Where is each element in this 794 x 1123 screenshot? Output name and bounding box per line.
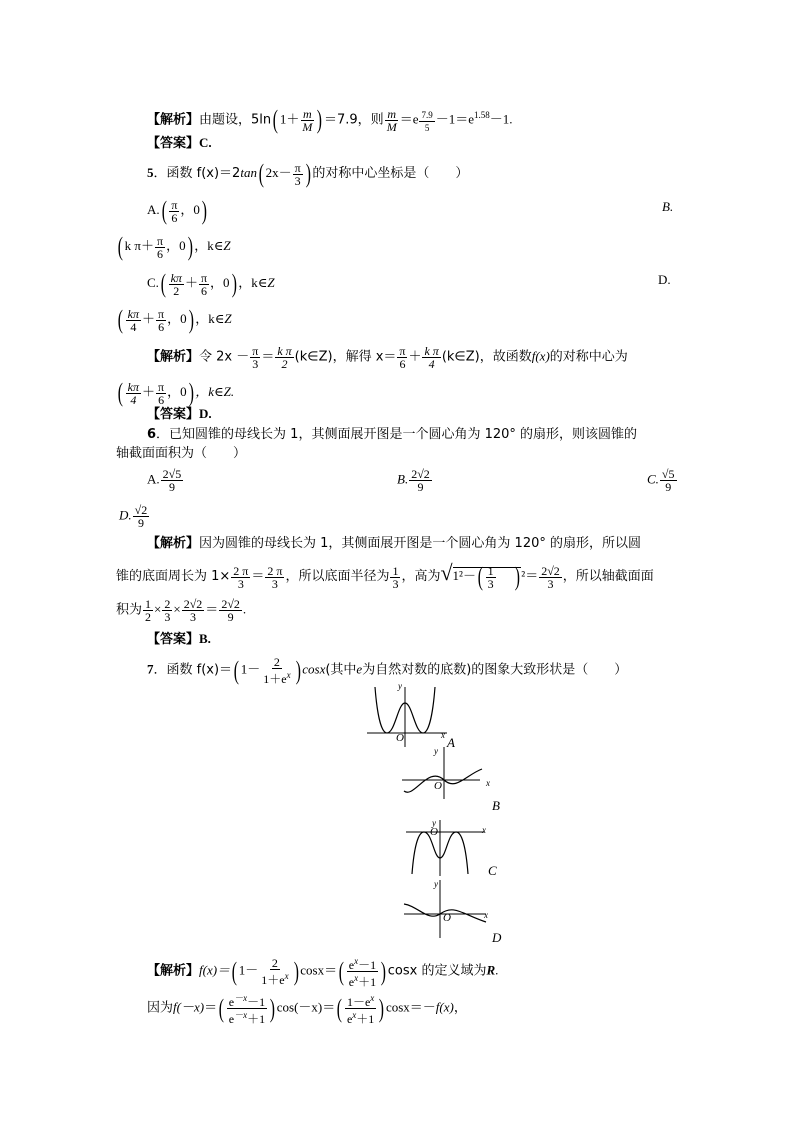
numerator: k π (277, 344, 292, 358)
text: ＝ (251, 568, 265, 583)
solution-tag: 【解析】 (147, 536, 200, 551)
graph-c-origin-label: O (430, 826, 438, 838)
option-6d (119, 504, 150, 529)
text: 为自然对数的底数)的图象大致形状是（ ） (362, 662, 628, 678)
numerator: 1 (487, 563, 494, 578)
graph-a-x-label: x (441, 730, 445, 740)
numerator: 2√2 (541, 563, 560, 578)
numerator: π (200, 270, 208, 285)
exponent: －x (234, 993, 248, 1003)
denominator: 6 (158, 319, 165, 334)
numerator: 2 π (267, 563, 283, 578)
denominator: 9 (168, 480, 175, 494)
fraction (293, 162, 303, 187)
option-6a (147, 468, 184, 493)
fraction (227, 992, 267, 1025)
text: tan (240, 164, 257, 180)
text: f(x) (531, 348, 550, 364)
option-5d-label (658, 271, 671, 289)
option-5b-label (662, 198, 673, 216)
denominator: 6 (158, 392, 165, 407)
graph-b-label: B (492, 798, 500, 813)
text: ＝ (261, 348, 275, 364)
denominator: 3 (547, 576, 554, 591)
text: ，所以底面半径为 (285, 569, 390, 584)
text: ，k∈ (238, 274, 268, 290)
text: ，0 (180, 201, 200, 217)
exponent: x (354, 973, 359, 983)
text: 1＋ (279, 111, 300, 127)
fraction (422, 345, 440, 370)
numerator: 1 (392, 563, 399, 578)
denominator-rest: ＋1 (247, 1012, 266, 1026)
text: 的对称中心坐标是（ ） (312, 165, 469, 181)
option-5a: A.( $\frac{\pi}{6}$ ，0) (147, 196, 207, 225)
graph-b-x-label: x (486, 778, 490, 788)
denominator: 2 (145, 610, 152, 624)
denominator: 3 (252, 357, 259, 371)
question-6 (147, 426, 637, 444)
numerator: 2 (273, 655, 280, 669)
fraction (275, 345, 293, 370)
answer-line-6 (147, 630, 211, 649)
fraction (409, 468, 432, 493)
denominator: 6 (157, 246, 164, 261)
text: × (154, 601, 162, 617)
text: ＋ (184, 274, 198, 290)
text: (k∈Z)，解得 x＝ (294, 349, 397, 365)
text: (其中 (325, 662, 357, 678)
graph-c-label: C (488, 863, 497, 878)
numerator: π (158, 379, 165, 394)
numerator: kπ (170, 270, 182, 285)
option-6b (397, 468, 433, 493)
fraction (161, 468, 184, 493)
text: ．已知圆锥的母线长为 1，其侧面展开图是一个圆心角为 120° 的扇形，则该圆锥的 (156, 427, 638, 442)
text: ，所以轴截面面 (562, 569, 654, 584)
question-6-line2 (116, 445, 246, 463)
denominator: 4 (130, 319, 137, 334)
text: f(－x) (173, 999, 205, 1015)
question-number: 6 (147, 427, 157, 442)
text: ，k∈ (195, 310, 225, 326)
denominator: 9 (417, 480, 424, 494)
numerator: √2 (134, 503, 148, 517)
denominator: e (348, 975, 355, 989)
text: cosx (302, 661, 326, 677)
text: ＝ (204, 999, 218, 1015)
text: 由题设，5ln (199, 112, 272, 128)
numerator: 2√2 (221, 597, 240, 611)
numerator: 7.9 (421, 110, 433, 120)
exponent: x (354, 956, 359, 966)
text: . (242, 601, 247, 617)
numerator: π (399, 344, 406, 358)
graph-b (398, 745, 498, 800)
question-number: 5 (147, 164, 154, 180)
numerator-rest: －1 (358, 958, 377, 972)
denominator: 9 (227, 610, 234, 624)
solution-line-4: 【解析】由题设，5ln( 1＋ $\frac{m}{M}$ ) ＝7.9，则 $\frac{m}{M}$ ＝e $\frac{7.9}{5}$ $-1=e^{1.58}-1$. (147, 105, 513, 135)
text: ＋ (142, 310, 156, 326)
solution-5 (147, 345, 628, 370)
graph-d-label: D (492, 930, 502, 945)
denominator: 3 (487, 576, 494, 591)
denominator: 1＋e (263, 672, 287, 686)
solution-tag: 【解析】 (147, 963, 200, 979)
graph-d-y-label: y (434, 879, 438, 889)
numerator: e (228, 995, 235, 1009)
text: ，k∈Z. (195, 383, 235, 399)
numerator: kπ (127, 306, 140, 321)
graph-c (404, 818, 494, 878)
denominator: 4 (428, 357, 435, 371)
text: 因为 (147, 1000, 174, 1016)
text: 1－ (238, 962, 259, 978)
denominator: 3 (190, 610, 196, 624)
denominator: e (228, 1012, 235, 1026)
denominator: 6 (399, 357, 406, 371)
solution-6-line2: 锥的底面周长为 1× $\frac{2 \pi}{3}$ ＝ $\frac{2 \pi}{3}$ ，所以底面半径为 $\frac{1}{3}$ ，高为√1²－( $\frac{1}{3}$ ) ²＝ $\frac{2√2}{3}$ ，所以轴截面面 (116, 560, 654, 592)
denominator: 3 (164, 610, 171, 624)
fraction (169, 272, 184, 297)
text: ＝e (399, 111, 419, 127)
text: cos(－x)＝ (276, 999, 336, 1015)
denominator-rest: ＋1 (356, 1012, 375, 1026)
option-label: B. (397, 471, 409, 487)
numerator: π (158, 306, 165, 321)
denominator-rest: ＋1 (358, 975, 377, 989)
text: ，k∈ (194, 237, 224, 253)
denominator: M (302, 119, 313, 134)
text: × (173, 601, 181, 617)
denominator: 5 (424, 123, 430, 133)
numerator: 2√2 (411, 467, 430, 481)
fraction (347, 955, 378, 988)
numerator: m (387, 106, 397, 121)
text: ＋ (142, 383, 156, 399)
numerator: kπ (127, 379, 140, 394)
fraction (250, 345, 260, 370)
fraction (156, 381, 166, 406)
numerator: e (348, 958, 355, 972)
graph-b-y-label: y (434, 746, 438, 756)
text: ²＝ (521, 568, 539, 583)
text: ，高为 (401, 569, 441, 584)
text: cosx＝－ (385, 999, 436, 1015)
denominator: 9 (665, 480, 672, 494)
fraction (169, 199, 179, 224)
answer-value: C. (199, 135, 212, 150)
text: (k∈Z)，故函数 (441, 349, 532, 365)
numerator: 2 (271, 956, 278, 970)
text: ，0 (166, 237, 186, 253)
fraction (390, 565, 400, 590)
graph-a-label: A (447, 735, 455, 750)
graph-d-x-label: x (484, 910, 488, 920)
text: 令 2x － (199, 349, 250, 365)
option-label: B. (662, 199, 674, 214)
fraction (265, 565, 284, 590)
fraction (385, 108, 399, 133)
text: Z (223, 237, 231, 253)
graph-d (400, 878, 500, 938)
numerator: 2 π (233, 563, 249, 578)
text: f(x) (435, 999, 454, 1015)
denominator: 2 (281, 357, 288, 371)
denominator: 1＋e (261, 973, 285, 987)
text: 轴截面面积为（ ） (116, 446, 247, 461)
fraction (143, 598, 153, 623)
graph-c-y-label: y (432, 818, 436, 828)
numerator: √5 (661, 467, 675, 481)
text: 1－ (240, 661, 261, 677)
graph-d-origin-label: O (443, 912, 451, 924)
answer-value: D. (199, 406, 212, 421)
text: ．函数 f(x)＝ (153, 662, 233, 678)
option-5b: ( k π＋ $\frac{\pi}{6}$ ，0) ，k∈Z (117, 232, 231, 261)
question-number: 7 (147, 661, 154, 677)
numerator: π (252, 344, 259, 358)
text: cosx 的定义域为 (387, 963, 487, 979)
option-label: D. (658, 272, 671, 287)
fraction (155, 235, 165, 260)
fraction (126, 381, 141, 406)
numerator: 2 (164, 597, 171, 611)
fraction (397, 345, 407, 370)
exponent: 1.58 (474, 110, 490, 120)
text: f(x)＝ (199, 962, 231, 978)
numerator: m (302, 106, 312, 121)
denominator: 9 (137, 516, 144, 530)
fraction (231, 565, 250, 590)
text: Z (224, 310, 232, 326)
numerator: π (171, 197, 178, 212)
answer-tag: 【答案】 (147, 136, 200, 151)
answer-line-5 (147, 405, 212, 424)
question-5: 5．函数 f(x)＝2tan( 2x－ $\frac{\pi}{3}$ ) 的对称中心坐标是（ ） (147, 159, 469, 188)
text: 积为 (116, 602, 143, 618)
solution-6 (147, 535, 641, 553)
fraction (539, 565, 562, 590)
numerator: 1－e (346, 995, 371, 1009)
text: 的对称中心为 (549, 349, 628, 365)
solution-6-line3 (116, 598, 246, 623)
text: R (486, 962, 496, 978)
fraction (182, 598, 205, 623)
numerator: 2√2 (183, 597, 203, 611)
text: －1＝e (435, 111, 474, 127)
fraction (486, 565, 496, 590)
text: 因为圆锥的母线长为 1，其侧面展开图是一个圆心角为 120° 的扇形，所以圆 (199, 536, 641, 551)
text: ．函数 f(x)＝2 (153, 165, 241, 181)
fraction (259, 957, 290, 986)
fraction (126, 308, 141, 333)
option-label: C. (647, 471, 659, 487)
text: e (356, 661, 363, 677)
denominator: 6 (171, 210, 178, 225)
exponent: x (352, 1010, 357, 1020)
fraction (199, 272, 209, 297)
denominator: 3 (237, 576, 244, 591)
text: 2x－ (265, 164, 292, 180)
fraction (156, 308, 166, 333)
option-5c: C.( $\frac{k\pi}{2}$ ＋ $\frac{\pi}{6}$ ，0) ，k∈Z (147, 269, 275, 298)
option-label: A. (147, 201, 160, 217)
option-6c (647, 468, 678, 493)
fraction (219, 598, 242, 623)
numerator: k π (424, 344, 439, 358)
text: . (495, 962, 499, 978)
numerator: 2√5 (162, 467, 182, 481)
graph-a-y-label: y (398, 681, 402, 691)
solution-tag: 【解析】 (147, 112, 200, 128)
denominator: 6 (200, 283, 207, 298)
exponent-fraction (419, 109, 434, 134)
text: ，0 (167, 310, 187, 326)
fraction (660, 468, 677, 493)
text: cosx＝ (300, 962, 338, 978)
exponent: －x (234, 1010, 248, 1020)
numerator: π (294, 160, 301, 175)
denominator: 3 (392, 576, 399, 591)
fraction (300, 108, 314, 133)
denominator: 3 (294, 173, 301, 188)
answer-tag: 【答案】 (147, 407, 200, 422)
answer-value: B. (199, 631, 211, 646)
fraction (162, 598, 172, 623)
text: 1²－ (452, 568, 476, 583)
option-label: A. (147, 471, 160, 487)
exponent: x (286, 670, 291, 680)
denominator: 4 (130, 392, 137, 407)
denominator: M (386, 119, 397, 134)
text: ＋ (408, 348, 422, 364)
option-label: D. (119, 507, 132, 523)
text: k π＋ (124, 237, 154, 253)
answer-tag: 【答案】 (147, 632, 200, 647)
denominator: 2 (173, 283, 180, 298)
denominator: e (346, 1012, 353, 1026)
option-label: C. (147, 274, 159, 290)
exponent: x (370, 993, 375, 1003)
exponent: x (284, 971, 289, 981)
text: －1. (489, 111, 513, 127)
fraction (345, 992, 376, 1025)
denominator: 3 (271, 576, 278, 591)
fraction (261, 656, 292, 685)
graph-c-x-label: x (482, 825, 486, 835)
graph-b-origin-label: O (434, 780, 442, 792)
fraction (133, 504, 150, 529)
solution-7: 【解析】f(x)＝( 1－ $\frac{2}{1+e^x}$ ) cosx＝( $\frac{e^x-1}{e^x+1}$ ) cosx 的定义域为R. (147, 956, 499, 989)
graph-a-origin-label: O (396, 732, 404, 744)
solution-7-line2: 因为f(－x)＝( $\frac{e^{-x}-1}{e^{-x}+1}$ ) cos(－x)＝( $\frac{1-e^x}{e^x+1}$ ) cosx＝－f(x)， (147, 993, 467, 1026)
text: ＝7.9，则 (324, 112, 384, 128)
numerator: 1 (145, 597, 152, 611)
option-5d: ( $\frac{k\pi}{4}$ ＋ $\frac{\pi}{6}$ ，0) ，k∈Z (117, 305, 232, 334)
solution-5-line2: ( $\frac{k\pi}{4}$ ＋ $\frac{\pi}{6}$ ，0) ，k∈Z. (117, 378, 235, 407)
text: ＝ (205, 601, 219, 617)
text: Z (267, 274, 275, 290)
answer-line-4 (147, 134, 212, 153)
numerator: π (157, 233, 164, 248)
numerator-rest: －1 (247, 995, 266, 1009)
text: ，0 (167, 383, 187, 399)
solution-tag: 【解析】 (147, 349, 200, 365)
text: 锥的底面周长为 1× (116, 569, 231, 584)
question-7: 7．函数 f(x)＝( 1－ $\frac{2}{1+e^x}$ ) cosx(其中e为自然对数的底数)的图象大致形状是（ ） (147, 655, 628, 686)
text: ，0 (210, 274, 230, 290)
text: ， (453, 999, 467, 1015)
